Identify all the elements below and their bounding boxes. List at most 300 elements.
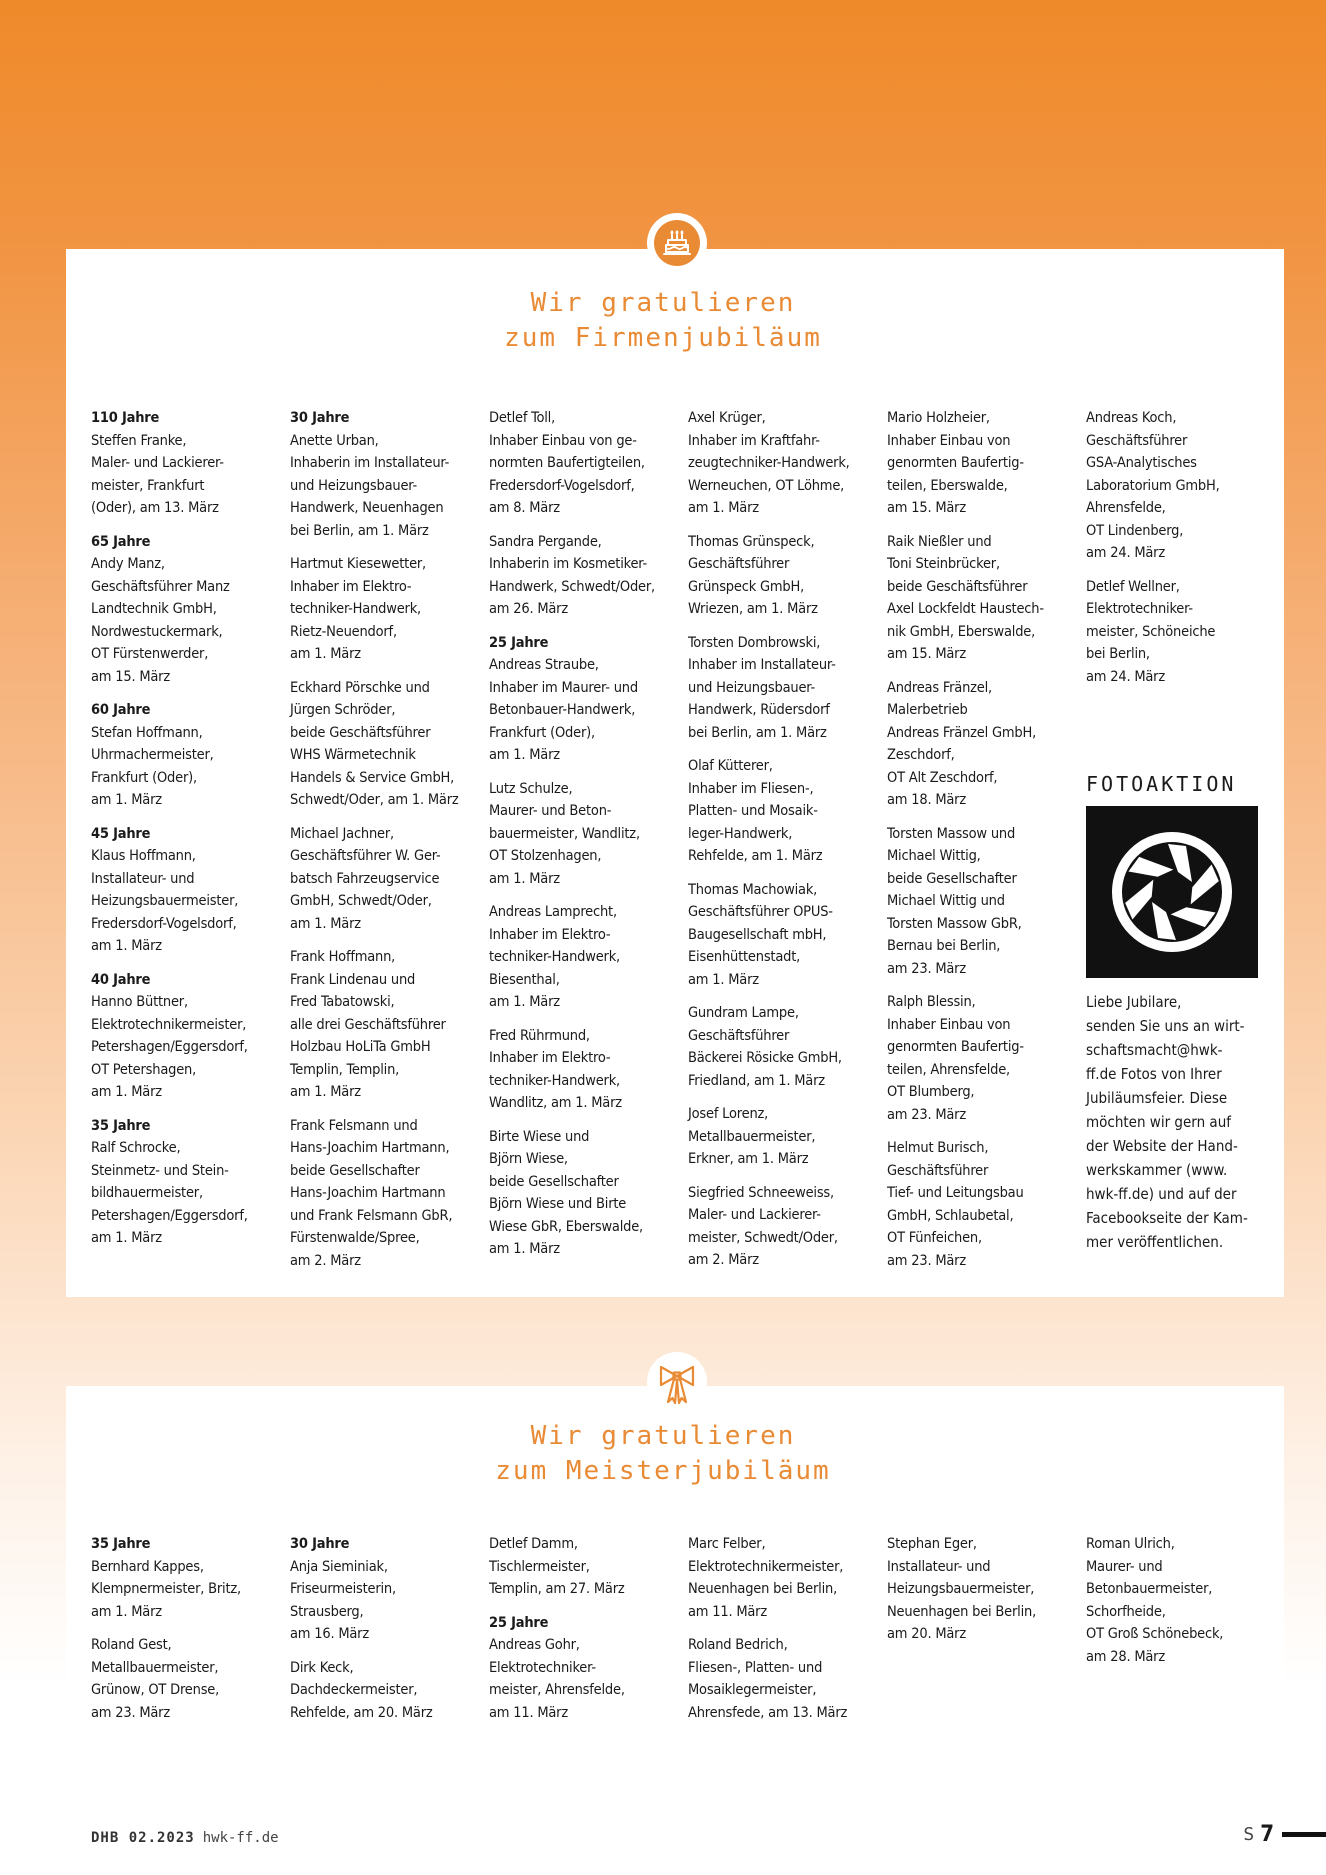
jubilee-entry bbox=[489, 1025, 688, 1115]
column bbox=[290, 1533, 489, 1735]
entry-line: am 1. März bbox=[688, 500, 759, 516]
jubilee-entry bbox=[91, 407, 290, 520]
column bbox=[91, 407, 290, 1283]
entry-line: Maler- und Lackierer- bbox=[688, 1207, 821, 1223]
entry-line: Fred Rührmund, bbox=[489, 1027, 590, 1044]
page-bar-divider bbox=[1282, 1832, 1326, 1837]
entry-line: Inhaber Einbau von ge- bbox=[489, 432, 637, 449]
entry-line: Frank Lindenau und bbox=[290, 971, 416, 988]
entry-line: Laboratorium GmbH, bbox=[1086, 477, 1220, 494]
firmenjubilaeum-heading bbox=[0, 286, 1326, 356]
jubilee-entry bbox=[290, 677, 489, 812]
entry-line: und Frank Felsmann GbR, bbox=[290, 1207, 453, 1224]
jubilee-entry bbox=[290, 1657, 489, 1725]
entry-line: Templin, am 27. März bbox=[489, 1581, 625, 1597]
column bbox=[688, 1533, 887, 1735]
entry-line: am 11. März bbox=[489, 1704, 568, 1721]
entry-line: Eisenhüttenstadt, bbox=[688, 949, 801, 965]
jubilee-entry bbox=[1086, 576, 1285, 689]
entry-line: Thomas Grünspeck, bbox=[688, 533, 815, 550]
entry-line: Inhaber im Maurer- und bbox=[489, 679, 638, 696]
issue-label: DHB 02.2023 bbox=[91, 1830, 195, 1846]
page-prefix: S bbox=[1243, 1824, 1255, 1845]
entry-line: beide Geschäftsführer bbox=[290, 724, 431, 741]
entry-line: am 16. März bbox=[290, 1626, 369, 1642]
entry-line: am 1. März bbox=[91, 1603, 162, 1620]
entry-line: Steinmetz- und Stein- bbox=[91, 1162, 229, 1179]
entry-line: Frank Hoffmann, bbox=[290, 949, 396, 965]
entry-line: bei Berlin, am 1. März bbox=[290, 522, 429, 539]
jubilee-entry bbox=[91, 1634, 290, 1724]
entry-line: Steffen Franke, bbox=[91, 432, 187, 449]
entry-line: Ralph Blessin, bbox=[887, 994, 976, 1010]
entry-line: am 8. März bbox=[489, 500, 560, 516]
footer-issue bbox=[91, 1830, 279, 1846]
years-header: 30 Jahre bbox=[290, 410, 350, 426]
meisterjubilaeum-columns bbox=[91, 1533, 1285, 1735]
entry-line: Petershagen/Eggersdorf, bbox=[91, 1039, 248, 1055]
jubilee-entry bbox=[489, 1533, 688, 1601]
entry-line: am 23. März bbox=[887, 1252, 966, 1269]
entry-line: Roman Ulrich, bbox=[1086, 1536, 1175, 1552]
years-header: 25 Jahre bbox=[489, 634, 549, 651]
entry-line: Inhaber Einbau von bbox=[887, 1016, 1011, 1033]
entry-line: Landtechnik GmbH, bbox=[91, 601, 217, 617]
entry-line: Torsten Massow und bbox=[887, 825, 1016, 842]
jubilee-entry bbox=[887, 991, 1086, 1126]
jubilee-entry bbox=[290, 553, 489, 666]
entry-line: Mosaiklegermeister, bbox=[688, 1682, 817, 1698]
entry-line: Inhaber im Elektro- bbox=[489, 1050, 611, 1066]
entry-line: Wriezen, am 1. März bbox=[688, 601, 818, 617]
entry-line: Eckhard Pörschke und bbox=[290, 679, 430, 696]
entry-line: nik GmbH, Eberswalde, bbox=[887, 623, 1036, 640]
entry-line: Geschäftsführer W. Ger- bbox=[290, 848, 441, 864]
fotoaktion-text bbox=[1086, 990, 1285, 1254]
entry-line: Klaus Hoffmann, bbox=[91, 848, 196, 864]
jubilee-entry bbox=[887, 1137, 1086, 1272]
column bbox=[91, 1533, 290, 1735]
entry-line: Malerbetrieb bbox=[887, 702, 968, 718]
entry-line: zeugtechniker-Handwerk, bbox=[688, 455, 850, 471]
entry-line: am 23. März bbox=[887, 1106, 966, 1123]
entry-line: am 20. März bbox=[887, 1626, 966, 1642]
entry-line: Marc Felber, bbox=[688, 1536, 766, 1552]
entry-line: Roland Bedrich, bbox=[688, 1637, 788, 1653]
jubilee-entry bbox=[887, 677, 1086, 812]
entry-line: Roland Gest, bbox=[91, 1637, 172, 1653]
entry-line: Strausberg, bbox=[290, 1603, 364, 1620]
entry-line: Dirk Keck, bbox=[290, 1659, 354, 1676]
firmenjubilaeum-columns bbox=[91, 407, 1285, 1283]
fotoaktion-title: FOTOAKTION bbox=[1086, 772, 1237, 796]
entry-line: Anette Urban, bbox=[290, 432, 379, 449]
entry-line: Birte Wiese und bbox=[489, 1128, 590, 1145]
entry-line: am 1. März bbox=[91, 792, 162, 808]
entry-line: Inhaber im Elektro- bbox=[489, 926, 611, 943]
entry-line: alle drei Geschäftsführer bbox=[290, 1016, 446, 1033]
entry-line: meister, Frankfurt bbox=[91, 477, 205, 494]
entry-line: Elektrotechnikermeister, bbox=[688, 1558, 844, 1575]
entry-line: Michael Wittig, bbox=[887, 848, 981, 864]
camera-aperture-icon bbox=[1086, 806, 1258, 978]
entry-line: Neuenhagen bei Berlin, bbox=[688, 1581, 838, 1597]
entry-line: Andreas Fränzel GmbH, bbox=[887, 724, 1037, 741]
entry-line: Fredersdorf-Vogelsdorf, bbox=[91, 915, 237, 932]
ribbon-bow-icon bbox=[647, 1352, 707, 1412]
entry-line: Stefan Hoffmann, bbox=[91, 724, 203, 741]
entry-line: normten Baufertigteilen, bbox=[489, 455, 645, 471]
entry-line: teilen, Ahrensfelde, bbox=[887, 1061, 1010, 1078]
entry-line: Klempnermeister, Britz, bbox=[91, 1581, 241, 1597]
entry-line: Michael Wittig und bbox=[887, 893, 1005, 909]
entry-line: Inhaberin im Installateur- bbox=[290, 455, 450, 471]
entry-line: OT Fürstenwerder, bbox=[91, 646, 209, 662]
entry-line: Grünow, OT Drense, bbox=[91, 1682, 220, 1698]
entry-line: Bernhard Kappes, bbox=[91, 1558, 204, 1575]
entry-line: techniker-Handwerk, bbox=[290, 601, 421, 617]
fotoaktion-line: Jubiläumsfeier. Diese bbox=[1086, 1089, 1228, 1107]
entry-line: am 1. März bbox=[489, 747, 560, 763]
entry-line: Bernau bei Berlin, bbox=[887, 938, 1001, 954]
entry-line: Geschäftsführer bbox=[1086, 432, 1188, 449]
entry-line: am 23. März bbox=[91, 1704, 170, 1721]
fotoaktion-line: möchten wir gern auf bbox=[1086, 1113, 1231, 1131]
entry-line: Tischlermeister, bbox=[489, 1558, 590, 1575]
years-header: 30 Jahre bbox=[290, 1536, 350, 1552]
entry-line: GSA-Analytisches bbox=[1086, 455, 1197, 471]
entry-line: GmbH, Schlaubetal, bbox=[887, 1207, 1014, 1224]
entry-line: Thomas Machowiak, bbox=[688, 881, 818, 898]
entry-line: Elektrotechniker- bbox=[1086, 601, 1193, 617]
entry-line: Geschäftsführer bbox=[688, 556, 790, 572]
entry-line: Maurer- und Beton- bbox=[489, 803, 612, 819]
fotoaktion-line: der Website der Hand- bbox=[1086, 1137, 1238, 1155]
entry-line: Installateur- und bbox=[91, 870, 195, 887]
entry-line: am 2. März bbox=[290, 1252, 361, 1269]
jubilee-entry bbox=[688, 1533, 887, 1623]
column bbox=[887, 1533, 1086, 1735]
years-header: 60 Jahre bbox=[91, 702, 151, 718]
entry-line: am 15. März bbox=[887, 500, 966, 516]
entry-line: meister, Ahrensfelde, bbox=[489, 1682, 625, 1698]
column bbox=[489, 1533, 688, 1735]
entry-line: Geschäftsführer OPUS- bbox=[688, 904, 833, 920]
jubilee-entry bbox=[688, 755, 887, 868]
entry-line: am 1. März bbox=[688, 971, 759, 988]
jubilee-entry bbox=[688, 632, 887, 745]
entry-line: Detlef Damm, bbox=[489, 1536, 578, 1552]
entry-line: Erkner, am 1. März bbox=[688, 1151, 809, 1167]
entry-line: am 1. März bbox=[290, 915, 361, 932]
entry-line: OT Alt Zeschdorf, bbox=[887, 769, 998, 786]
years-header: 65 Jahre bbox=[91, 533, 151, 550]
entry-line: OT Lindenberg, bbox=[1086, 522, 1184, 539]
fotoaktion-line: mer veröffentlichen. bbox=[1086, 1233, 1224, 1251]
entry-line: Baugesellschaft mbH, bbox=[688, 926, 827, 943]
jubilee-entry bbox=[688, 531, 887, 621]
entry-line: (Oder), am 13. März bbox=[91, 500, 219, 516]
entry-line: bauermeister, Wandlitz, bbox=[489, 825, 640, 842]
heading-line-1: Wir gratulieren bbox=[530, 1421, 796, 1451]
column bbox=[489, 407, 688, 1283]
entry-line: am 24. März bbox=[1086, 668, 1165, 685]
fotoaktion-line: Liebe Jubilare, bbox=[1086, 993, 1182, 1011]
entry-line: OT Petershagen, bbox=[91, 1061, 197, 1078]
entry-line: bei Berlin, bbox=[1086, 646, 1150, 662]
entry-line: am 15. März bbox=[887, 646, 966, 662]
entry-line: Fredersdorf-Vogelsdorf, bbox=[489, 477, 635, 494]
entry-line: OT Fünfeichen, bbox=[887, 1230, 982, 1246]
entry-line: Hans-Joachim Hartmann bbox=[290, 1185, 446, 1201]
jubilee-entry bbox=[688, 879, 887, 992]
years-header: 35 Jahre bbox=[91, 1536, 151, 1552]
column bbox=[688, 407, 887, 1283]
entry-line: am 1. März bbox=[290, 1084, 361, 1100]
entry-line: Schwedt/Oder, am 1. März bbox=[290, 792, 459, 808]
entry-line: am 2. März bbox=[688, 1252, 759, 1268]
jubilee-entry bbox=[688, 407, 887, 520]
entry-line: Handwerk, Neuenhagen bbox=[290, 500, 444, 516]
page-number-block bbox=[1243, 1822, 1326, 1847]
entry-line: Friseurmeisterin, bbox=[290, 1581, 396, 1597]
entry-line: Josef Lorenz, bbox=[688, 1106, 769, 1122]
entry-line: Rehfelde, am 20. März bbox=[290, 1704, 433, 1721]
jubilee-entry bbox=[887, 823, 1086, 981]
entry-line: Axel Lockfeldt Haustech- bbox=[887, 601, 1044, 617]
jubilee-entry bbox=[489, 531, 688, 621]
entry-line: Holzbau HoLiTa GmbH bbox=[290, 1039, 431, 1055]
entry-line: Andreas Lamprecht, bbox=[489, 904, 617, 920]
entry-line: OT Groß Schönebeck, bbox=[1086, 1626, 1224, 1642]
birthday-cake-icon bbox=[647, 213, 707, 273]
entry-line: techniker-Handwerk, bbox=[489, 949, 620, 965]
entry-line: Frankfurt (Oder), bbox=[91, 769, 197, 786]
entry-line: Metallbauermeister, bbox=[91, 1659, 219, 1676]
entry-line: Rehfelde, am 1. März bbox=[688, 848, 823, 864]
heading-line-1: Wir gratulieren bbox=[530, 288, 796, 318]
entry-line: GmbH, Schwedt/Oder, bbox=[290, 893, 432, 909]
years-header: 25 Jahre bbox=[489, 1614, 549, 1631]
entry-line: bildhauermeister, bbox=[91, 1185, 203, 1201]
jubilee-entry bbox=[489, 901, 688, 1014]
entry-line: Frank Felsmann und bbox=[290, 1117, 418, 1134]
column bbox=[290, 407, 489, 1283]
jubilee-entry bbox=[688, 1002, 887, 1092]
entry-line: meister, Schwedt/Oder, bbox=[688, 1229, 838, 1246]
entry-line: Michael Jachner, bbox=[290, 825, 394, 842]
entry-line: Templin, Templin, bbox=[290, 1061, 400, 1078]
entry-line: am 1. März bbox=[91, 1084, 162, 1100]
jubilee-entry bbox=[1086, 1533, 1285, 1668]
entry-line: Schorfheide, bbox=[1086, 1603, 1166, 1620]
entry-line: Elektrotechnikermeister, bbox=[91, 1016, 247, 1033]
jubilee-entry bbox=[290, 823, 489, 936]
entry-line: Handels & Service GmbH, bbox=[290, 769, 455, 786]
entry-line: Frankfurt (Oder), bbox=[489, 724, 595, 741]
entry-line: Lutz Schulze, bbox=[489, 780, 573, 797]
entry-line: am 1. März bbox=[290, 646, 361, 662]
entry-line: am 18. März bbox=[887, 792, 966, 808]
entry-line: Fred Tabatowski, bbox=[290, 994, 395, 1010]
entry-line: am 23. März bbox=[887, 960, 966, 977]
entry-line: am 24. März bbox=[1086, 545, 1165, 561]
entry-line: OT Stolzenhagen, bbox=[489, 848, 602, 864]
entry-line: Sandra Pergande, bbox=[489, 533, 602, 550]
entry-line: Platten- und Mosaik- bbox=[688, 803, 818, 819]
entry-line: Werneuchen, OT Löhme, bbox=[688, 477, 845, 494]
entry-line: Metallbauermeister, bbox=[688, 1128, 816, 1145]
entry-line: Fliesen-, Platten- und bbox=[688, 1659, 823, 1676]
entry-line: Helmut Burisch, bbox=[887, 1140, 989, 1156]
entry-line: Torsten Massow GbR, bbox=[887, 915, 1022, 932]
entry-line: Installateur- und bbox=[887, 1558, 991, 1575]
jubilee-entry bbox=[91, 1115, 290, 1250]
entry-line: Hans-Joachim Hartmann, bbox=[290, 1140, 450, 1156]
website-link[interactable]: hwk-ff.de bbox=[202, 1830, 279, 1846]
entry-line: Ahrensfelde, bbox=[1086, 500, 1166, 516]
entry-line: Geschäftsführer bbox=[688, 1027, 790, 1044]
entry-line: Elektrotechniker- bbox=[489, 1659, 596, 1676]
entry-line: Björn Wiese und Birte bbox=[489, 1196, 627, 1212]
entry-line: Detlef Wellner, bbox=[1086, 578, 1180, 595]
entry-line: Geschäftsführer Manz bbox=[91, 578, 230, 595]
jubilee-entry bbox=[489, 407, 688, 520]
entry-line: Inhaber Einbau von bbox=[887, 432, 1011, 449]
jubilee-entry bbox=[91, 1533, 290, 1623]
entry-line: Jürgen Schröder, bbox=[290, 702, 396, 718]
entry-line: Andy Manz, bbox=[91, 556, 165, 572]
jubilee-entry bbox=[91, 531, 290, 689]
entry-line: am 11. März bbox=[688, 1603, 767, 1620]
jubilee-entry bbox=[489, 1126, 688, 1261]
entry-line: Handwerk, Schwedt/Oder, bbox=[489, 578, 655, 595]
entry-line: Hanno Büttner, bbox=[91, 994, 188, 1010]
fotoaktion-line: hwk-ff.de) und auf der bbox=[1086, 1185, 1237, 1203]
entry-line: Inhaber im Kraftfahr- bbox=[688, 432, 820, 449]
entry-line: Toni Steinbrücker, bbox=[887, 556, 1000, 572]
entry-line: Inhaber im Elektro- bbox=[290, 578, 412, 595]
jubilee-entry bbox=[489, 632, 688, 767]
entry-line: Maler- und Lackierer- bbox=[91, 455, 224, 471]
entry-line: am 26. März bbox=[489, 601, 568, 617]
entry-line: Fürstenwalde/Spree, bbox=[290, 1230, 420, 1246]
jubilee-entry bbox=[489, 1612, 688, 1725]
entry-line: Heizungsbauermeister, bbox=[91, 893, 239, 909]
meisterjubilaeum-heading bbox=[0, 1419, 1326, 1489]
column bbox=[1086, 407, 1285, 1283]
entry-line: Biesenthal, bbox=[489, 971, 560, 988]
entry-line: OT Blumberg, bbox=[887, 1084, 975, 1100]
fotoaktion-line: ff.de Fotos von Ihrer bbox=[1086, 1065, 1222, 1083]
entry-line: Friedland, am 1. März bbox=[688, 1072, 825, 1089]
entry-line: Anja Sieminiak, bbox=[290, 1558, 388, 1575]
entry-line: beide Gesellschafter bbox=[489, 1173, 619, 1190]
entry-line: Björn Wiese, bbox=[489, 1151, 568, 1167]
entry-line: Torsten Dombrowski, bbox=[688, 634, 821, 651]
entry-line: Handwerk, Rüdersdorf bbox=[688, 702, 830, 718]
entry-line: Betonbauer-Handwerk, bbox=[489, 702, 636, 718]
entry-line: am 1. März bbox=[91, 1230, 162, 1246]
entry-line: meister, Schöneiche bbox=[1086, 623, 1216, 640]
entry-line: Bäckerei Rösicke GmbH, bbox=[688, 1050, 842, 1066]
entry-line: Dachdeckermeister, bbox=[290, 1682, 418, 1698]
entry-line: Andreas Straube, bbox=[489, 657, 599, 673]
entry-line: Heizungsbauermeister, bbox=[887, 1581, 1035, 1597]
jubilee-entry bbox=[887, 407, 1086, 520]
years-header: 110 Jahre bbox=[91, 410, 160, 426]
entry-line: und Heizungsbauer- bbox=[688, 679, 816, 696]
entry-line: Tief- und Leitungsbau bbox=[887, 1185, 1024, 1201]
entry-line: genormten Baufertig- bbox=[887, 1039, 1024, 1055]
entry-line: Siegfried Schneeweiss, bbox=[688, 1184, 834, 1201]
jubilee-entry bbox=[688, 1182, 887, 1272]
column bbox=[887, 407, 1086, 1283]
entry-line: Zeschdorf, bbox=[887, 747, 955, 763]
entry-line: Petershagen/Eggersdorf, bbox=[91, 1207, 248, 1224]
entry-line: Wandlitz, am 1. März bbox=[489, 1095, 622, 1111]
years-header: 45 Jahre bbox=[91, 825, 151, 842]
column bbox=[1086, 1533, 1285, 1735]
fotoaktion-box bbox=[1086, 772, 1285, 1254]
fotoaktion-line: Facebookseite der Kam- bbox=[1086, 1209, 1248, 1227]
page-number: 7 bbox=[1260, 1822, 1274, 1847]
jubilee-entry bbox=[290, 1115, 489, 1273]
jubilee-entry bbox=[887, 1533, 1086, 1646]
entry-line: Hartmut Kiesewetter, bbox=[290, 556, 426, 572]
jubilee-entry bbox=[290, 407, 489, 542]
jubilee-entry bbox=[290, 1533, 489, 1646]
entry-line: Inhaber im Installateur- bbox=[688, 657, 836, 673]
entry-line: und Heizungsbauer- bbox=[290, 477, 418, 494]
entry-line: Andreas Gohr, bbox=[489, 1637, 580, 1653]
entry-line: am 1. März bbox=[489, 1241, 560, 1257]
entry-line: Inhaber im Fliesen-, bbox=[688, 780, 814, 797]
entry-line: teilen, Eberswalde, bbox=[887, 477, 1008, 494]
entry-line: beide Gesellschafter bbox=[887, 870, 1017, 887]
entry-line: Betonbauermeister, bbox=[1086, 1581, 1213, 1597]
entry-line: techniker-Handwerk, bbox=[489, 1072, 620, 1089]
entry-line: genormten Baufertig- bbox=[887, 455, 1024, 471]
entry-line: Geschäftsführer bbox=[887, 1162, 989, 1179]
fotoaktion-line: schaftsmacht@hwk- bbox=[1086, 1041, 1223, 1059]
fotoaktion-line: werkskammer (www. bbox=[1086, 1161, 1228, 1179]
entry-line: Stephan Eger, bbox=[887, 1536, 977, 1552]
entry-line: Olaf Kütterer, bbox=[688, 758, 773, 774]
entry-line: am 1. März bbox=[91, 938, 162, 954]
jubilee-entry bbox=[91, 969, 290, 1104]
jubilee-entry bbox=[1086, 407, 1285, 565]
jubilee-entry bbox=[489, 778, 688, 891]
entry-line: Neuenhagen bei Berlin, bbox=[887, 1603, 1037, 1620]
entry-line: Axel Krüger, bbox=[688, 410, 766, 426]
entry-line: Wiese GbR, Eberswalde, bbox=[489, 1218, 643, 1235]
entry-line: Inhaberin im Kosmetiker- bbox=[489, 556, 648, 572]
jubilee-entry bbox=[688, 1634, 887, 1724]
jubilee-entry bbox=[91, 823, 290, 958]
entry-line: Grünspeck GmbH, bbox=[688, 578, 805, 595]
entry-line: Mario Holzheier, bbox=[887, 410, 990, 426]
entry-line: Andreas Koch, bbox=[1086, 410, 1177, 426]
entry-line: am 15. März bbox=[91, 668, 170, 685]
entry-line: am 1. März bbox=[489, 870, 560, 887]
entry-line: am 1. März bbox=[489, 994, 560, 1010]
jubilee-entry bbox=[91, 699, 290, 812]
entry-line: bei Berlin, am 1. März bbox=[688, 724, 827, 741]
entry-line: beide Gesellschafter bbox=[290, 1162, 420, 1179]
entry-line: leger-Handwerk, bbox=[688, 825, 793, 842]
jubilee-entry bbox=[688, 1103, 887, 1171]
